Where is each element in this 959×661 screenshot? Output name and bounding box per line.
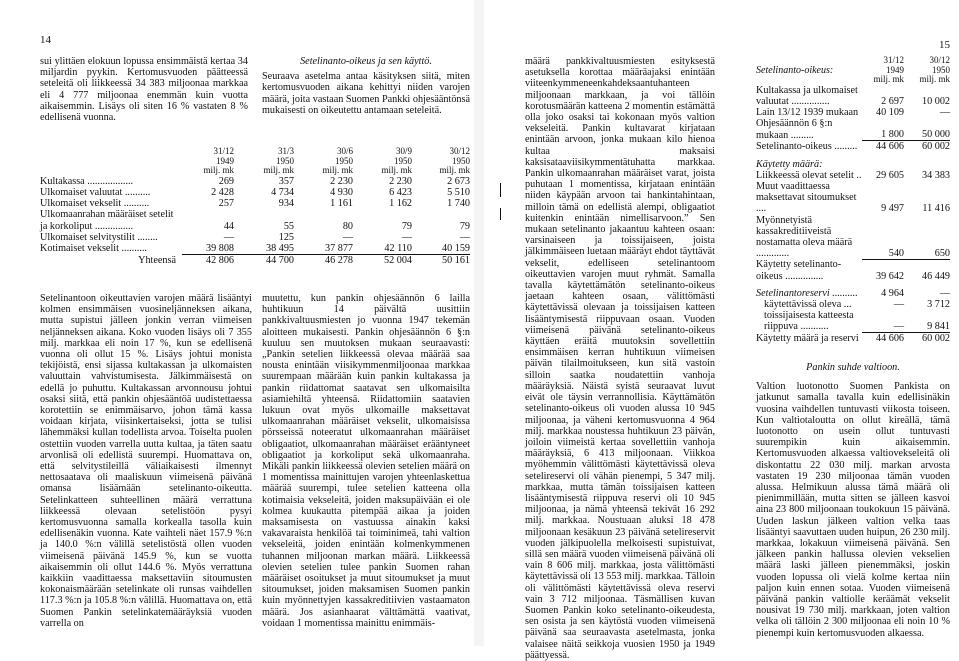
cell: — [862, 310, 904, 332]
total-cell: 42 806 [205, 255, 234, 267]
row-label: käytettävissä oleva ... [764, 298, 852, 310]
table-row [756, 107, 950, 118]
total-cell: 46 278 [324, 255, 353, 267]
section-title-valtio: Pankin suhde valtioon. [806, 362, 900, 373]
total-cell: 52 004 [383, 255, 412, 267]
table-row [756, 181, 950, 215]
cell: 2 673 [447, 175, 470, 187]
row-label: Ulkomaiset vekselit .......... [40, 198, 150, 210]
section3-title: Setelinantoreservi .......... [756, 287, 858, 299]
total-cell: 44 700 [265, 255, 294, 267]
row-label: Kultakassa .................. [40, 175, 134, 187]
row-label: Ulkomaanrahan määräiset setelit [40, 209, 174, 221]
cell: 934 [278, 198, 294, 210]
table-row [756, 333, 950, 345]
col-unit: milj. mk [322, 165, 353, 176]
cell: — [893, 298, 904, 310]
body-paragraph: Valtion luotonotto Suomen Pankista on jatkunut samalla tavalla kuin edellisinäkin vuosina vaihdellen tuntuvasti viikosta toiseen. Kun valtiotaloutta on ollut kireällä, tämä luotonotto on usein ollut tuntuvasti suurempikin kuin aikaisemmin. Kertomusvuoden alkaessa valtiovekseleitä oli diskontattu 22 030 milj. markan arvosta vastaten 19 230 miljoonaa tämän vuoden alussa. Helmikuun alussa tämä määrä oli pienimmillään, mutta sitten se jälleen kasvoi aina 23 800 miljoonaan toukokuun 15 päivänä. Uuden laskun jälkeen valtion velka taas lisääntyi saavuttaen uuden huipun, 26 230 milj. markkaa, lokakuun viimeisenä päivänä. Sen jälkeen pankin hallussa olevien vekselien määrä laski jälleen pienemmäksi, joskin vuoden lopussa oli vielä kolme kertaa niin paljon kuin ennen sotaa. Vuoden viimeisenä päivänä pankin valtiolle keräämät vekselit nousivat 19 730 milj. markkaan, joten valtion velka oli tällöin 2 300 miljoonaa eli noin 10 % pienempi kuin kertomusvuoden alkaessa. [756, 381, 950, 639]
col-date: 31/12 [213, 146, 234, 156]
row-label: Kultakassa ja ulkomaiset valuutat ............... [756, 84, 858, 107]
cell: — [939, 287, 950, 299]
row-label: Myönnetyistä kassakreditiiveistä nostamatta oleva määrä ............. [756, 214, 853, 260]
table-row [40, 209, 470, 220]
cell: — [401, 231, 412, 243]
table-row [40, 221, 470, 232]
col-date: 30/9 [395, 146, 412, 156]
cell: 29 605 [875, 169, 904, 181]
section2-title: Käytetty määrä: [756, 158, 823, 170]
col-date: 31/3 [277, 146, 294, 156]
right-page [484, 0, 959, 661]
cell: — [939, 107, 950, 119]
table-row [756, 170, 950, 181]
cell: 37 877 [294, 243, 353, 255]
cell: 11 416 [922, 203, 950, 215]
col-year: 1950 [932, 64, 950, 75]
total-cell: 50 161 [441, 255, 470, 267]
cell: 1 740 [447, 198, 470, 210]
cell: 2 230 [330, 175, 353, 187]
col-unit: milj. mk [439, 165, 470, 176]
row-label: Ulkomaiset selvitystilit ........ [40, 231, 158, 243]
col-date: 30/6 [336, 146, 353, 156]
col-unit: milj. mk [263, 165, 294, 176]
cell: 4 930 [330, 186, 353, 198]
col-year: 1950 [335, 155, 353, 166]
cell: 2 428 [211, 186, 234, 198]
cell: 4 964 [881, 287, 904, 299]
cell: 60 002 [921, 141, 950, 153]
col-year: 1950 [276, 155, 294, 166]
row-label: toissijaisesta katteesta riippuva ........... [764, 310, 854, 333]
col-year: 1949 [886, 64, 904, 75]
cell: 257 [218, 198, 234, 210]
table-row [756, 85, 950, 107]
right-bottom-column [756, 362, 950, 643]
cell: 44 606 [875, 141, 904, 153]
cell: 269 [218, 175, 234, 187]
cell: 55 [283, 220, 294, 232]
cell: 6 423 [389, 186, 412, 198]
section1-title: Setelinanto-oikeus: [756, 64, 834, 76]
top-left-column [40, 56, 248, 123]
cell: 4 734 [271, 186, 294, 198]
cell: 2 697 [881, 95, 904, 107]
table-row [756, 141, 950, 153]
col-year: 1950 [452, 155, 470, 166]
cell: 80 [342, 220, 353, 232]
cell: 1 162 [389, 198, 412, 210]
intro-paragraph: sui ylittäen elokuun lopussa ensimmäistä kertaa 34 miljardin pyykin. Kertomusvuoden päätteessä seteleitä oli liikkeessä 34 383 miljoonaa markkaa eli 4 777 miljoonaa enemmän kuin vuotta aikaisemmin. Lisäys oli siten 16 % vastaten 8 % edellisenä vuonna. [40, 56, 248, 124]
total-row [40, 255, 470, 267]
cell: 1 161 [330, 198, 353, 210]
cell: 39 642 [875, 270, 904, 282]
top-right-column [262, 56, 470, 116]
cell: 357 [278, 175, 294, 187]
margin-mark [500, 183, 501, 197]
table-row [40, 176, 470, 187]
table-intro-paragraph: Seuraava asetelma antaa käsityksen siitä, miten kertomusvuoden aikana kehittyi niiden varojen määrä, joita vastaan Suomen Pankki ohjesääntönsä mukaisesti on oikeutettu antamaan seteleitä. [262, 71, 470, 116]
total-label: Yhteensä [138, 254, 176, 266]
cell: 1 800 [862, 118, 904, 140]
cell: 40 109 [875, 107, 904, 119]
body-paragraph: Setelinantoon oikeuttavien varojen määrä lisääntyi kolmen ensimmäisen vuosineljänneksen aikana, mutta supistui jälleen jonkin verran viimeisen neljänneksen aikana. Koko vuoden lisäys oli 7 355 milj. markkaa eli noin 17 %, kun se edellisenä vuonna oli ollut 15 %. Lisäys johtui monista tekijöistä, ensi sijassa kultakassan ja ulkomaisten valuuttain vahvistumisesta. Jälkimmäisestä on edellä jo puhuttu. Kultakassan arvonnousu johtui osaksi siitä, että pankin ohjesääntöä uudistettaessa korotettiin se enimmäisarvo, johon tämä kassa voidaan kirjata, viisinkertaiseksi, jotta se tulisi lähemmäksi kullan todellista arvoa. Toiselta puolen ostettiin vuoden varrella uutta kultaa, ja täten saatu arvonlisä oli edellistä suurempi. Huomattava on, että selvitystileillä väliaikaisesti ilmennyt nettosaatava oli maaliskuun viimeisenä päivänä omansa lisäämään setelinanto-oikeutta. Setelinkatteen suhteellinen määrä verrattuna liikkeessä olevaan setelistöön pysyi kertomusvuonna samalla korkealla tasolla kuin edellisenäkin vuonna. Kate vaihteli näet 157.9 %:n ja 140.0 %:n välillä setelistöstä ollen vuoden viimeisenä päivänä 145.9 %, kun se vuotta aikaisemmin oli ollut 144.6 %. Myös verrattuna kaikkiin vaadittaessa maksettaviin sitoumusten kokonaismäärään setelinkate oli runsas vaihdellen 117.3 %:n ja 105.8 %:n välillä. Huomattava on, että Suomen Pankin setelinkatemääräyksiä vuoden varrella on [40, 293, 252, 629]
cell: 125 [278, 231, 294, 243]
summary-table [756, 56, 950, 344]
cell: 40 159 [412, 243, 470, 255]
cell: 34 383 [921, 169, 950, 181]
col-unit: milj. mk [381, 165, 412, 176]
row-label: Ohjesäännön 6 §:n mukaan ......... [756, 118, 833, 141]
table-row [40, 198, 470, 209]
left-page [0, 0, 474, 646]
row-label: ja korkoliput ............... [40, 220, 134, 232]
row-label: Ulkomaiset valuutat .......... [40, 186, 151, 198]
cell: — [223, 231, 234, 243]
margin-mark [500, 208, 501, 220]
cell: 42 110 [353, 243, 412, 255]
reserve-table [40, 147, 470, 266]
section-title-setelinanto: Setelinanto-oikeus ja sen käyttö. [300, 56, 432, 67]
col-date: 30/12 [449, 146, 470, 156]
cell: 650 [904, 215, 950, 260]
col-unit: milj. mk [203, 165, 234, 176]
cell: 9 841 [904, 310, 950, 332]
right-main-column [525, 56, 715, 661]
cell: 50 000 [904, 118, 950, 140]
cell: 10 002 [921, 95, 950, 107]
row-label: Käytetty määrä ja reservi [756, 332, 859, 344]
row-label: Käytetty setelinanto-oikeus ............... [756, 259, 842, 282]
cell: — [342, 231, 353, 243]
cell: 60 002 [921, 333, 950, 345]
cell: 38 495 [234, 243, 294, 255]
body-paragraph: määrä pankkivaltuusmiesten esityksestä asetuksella korottaa määräajaksi enintään viiteenkymmeneenkahdeksaantuhanteen miljoonaan markkaan, ja voi tällöin korotusmäärän katteena 2 momentin estämättä olla joko osaksi tai kokonaan myös valtion vekseleitä. Pankin kultavarat kirjataan enintään arvoon, jonka mukaan kilo hienoa kultaa maksaisi kaksisataaviisikymmentätuhatta markkaa. Pankin ulkomaanrahan määräiset varat, joista puhutaan 1 momentissa, kirjataan enintään niiden käypään arvoon tai hankintahintaan, milloin tämä on edellistä alempi, obligaatiot kuitenkin enintään nimellisarvoon.” Sen mukaan setelinanto jakaantuu kahteen osaan: varsinaiseen ja toissijaiseen, joista jälkimmäiseen luetaan määräyt ehdot täyttävät vekselit, edelliseen setelinantoom oikeuttavien varojen muut ryhmät. Samalla tavalla käytettämätön setelinanto-oikeus jaetaan kahteen osaan, välittömästi käytettävissä olevaan ja toissijaisen katteen lisääntymisestä riippuvaan osaan. Vuoden viimeisenä päivänä setelinanto-oikeus käyttäen eräitä muutoksin sovellettiin ensimmäisen kerran huhtikuun viimeisen päivän tilailmoitukseen, kun sitä vastoin silloin saatka noudatettiin vanhoja määräyksiä. Näistä syistä seuraavat luvut eivät ole täysin verrannollisia. Käyttämätön setelinanto-oikeus oli vuoden alussa 10 945 miljoonaa, ja väheni kertomusvuonna 4 964 milj. markkaa noustessa huhtikuun 23 päivän, joiloin viimeistä kertaa sovellettiin vanhoja määräyksiä, 6 413 miljoonaan. Viikkoa myöhemmin välittömästi käytettävissä oleva setelireservi oli vähän pienempi, 5 347 milj. markkaa, mutta tämän toissijaisen katteen lisääntymisestä riippuva reservi oli 10 945 miljoonaa, ja nämä yhteensä tekivät 16 292 milj. markkaa. Noustuaan aluksi 18 478 miljoonaan kesäkuun 23 päivänä setelireservit vuoden jälkipuolella melkoisesti supistuivat, sillä sen määrä vuoden viimeisenä päivänä oli vain 8 606 milj. markkaa, josta välittömästi käytettävissä oli 13 553 milj. markkaa. Tälloin oli välittömästi käytettävissä oleva reservi vain 3 712 miljoonaa. Täsmällisen kuvan Suomen Pankin koko setelinanto-oikeudesta, sen osista ja sen käytöstä vuoden viimeisenä päivänä saa seuraavasta asetelmasta, jonka valaisee näitä seikkoja vuosien 1950 ja 1949 päättyessä. [525, 56, 715, 661]
cell: 5 510 [447, 186, 470, 198]
table-row [756, 299, 950, 310]
table-row [756, 310, 950, 332]
row-label: Muut vaadittaessa maksettavat sitoumukset .... [756, 180, 857, 215]
col-unit: milj. mk [873, 74, 904, 85]
cell: 79 [401, 220, 412, 232]
col-unit: milj. mk [919, 74, 950, 85]
cell: 44 [223, 220, 234, 232]
table-row [756, 288, 950, 299]
table-row [40, 243, 470, 255]
cell: 39 808 [182, 243, 234, 255]
col-year: 1949 [216, 155, 234, 166]
row-label: Lain 13/12 1939 mukaan [756, 107, 859, 119]
table-row [40, 232, 470, 243]
cell: 540 [862, 215, 904, 260]
cell: — [459, 231, 470, 243]
table-row [756, 118, 950, 140]
cell: 46 449 [921, 270, 950, 282]
bottom-right-column [262, 293, 470, 643]
page-gutter [474, 0, 484, 646]
cell: 3 712 [927, 298, 950, 310]
table-row [40, 187, 470, 198]
page-number-right: 15 [939, 39, 950, 51]
cell: 9 497 [881, 203, 904, 215]
col-date: 31/12 [883, 55, 904, 65]
body-paragraph: muutettu, kun pankin ohjesäännön 6 lailla huhtikuun 14 päivältä uusittiin pankkivaltuusmiesten jo vuonna 1947 tekemän aloitteen mukaisesti. Pankin ohjesäännön 6 §:n kuuluu sen muutoksen mukaan seuraavasti: „Pankin setelien liikkeessä olevaa määrää saa nousta enintään viisikymmenmiljoonaa markkaa suurempaan määrään kuin pankin kultakassa ja pankin riidattomat saatavat sen ulkomaisilta asiamiehiltä yhteensä. Riidattomiin saatavien lukuun ovat myös ulkomaille maksettavat ulkomaanrahan määräiset vekselit, ulkomaisissa pörsseissä noteeratut ulkomaanrahan määräiset obligaatiot, ulkomaanrahan määräiset erääntyneet obligaatiot ja korkoliput sekä ulkomaanraha. Mikäli pankin liikkeessä olevien setelien määrä on 1 momentissa mainittujen varojen yhteenlaskettua määrää suurempi, tulee setelien katteena olla kotimaisia vekseleitä, joiden maksupäivään ei ole kolmea kuukautta pitempää aikaa ja joiden maksamisesta on vastuussa ainakin kaksi vakavaraista henkilöä tai toiminimeä, tahi valtion vekseleitä, joiden enintään kolmenkymmenen tuhannen miljoonan markan määrä. Liikkeessä olevien setelien tulee pankin Suomen rahan määräiset osoitukset ja muut sitoumukset ja muut sitoumukset, joiden maksamisen Suomen pankin kuin myönnettyjen kassakreditiivien vastaamaton määrä. Jos asianhaarat välttämättä vaativat, voidaan 1 momentissa mainittu enimmäis- [262, 293, 470, 629]
row-label: Liikkeessä olevat setelit .. [756, 169, 862, 181]
table-row [756, 259, 950, 281]
table-row [756, 215, 950, 260]
page-number-left: 14 [40, 34, 51, 46]
col-year: 1950 [394, 155, 412, 166]
bottom-left-column [40, 293, 252, 643]
cell: 79 [459, 220, 470, 232]
row-label: Kotimaiset vekselit .......... [40, 243, 147, 255]
row-label: Setelinanto-oikeus ......... [756, 141, 858, 153]
cell: 2 230 [389, 175, 412, 187]
col-date: 30/12 [929, 55, 950, 65]
cell: 44 606 [875, 333, 904, 345]
